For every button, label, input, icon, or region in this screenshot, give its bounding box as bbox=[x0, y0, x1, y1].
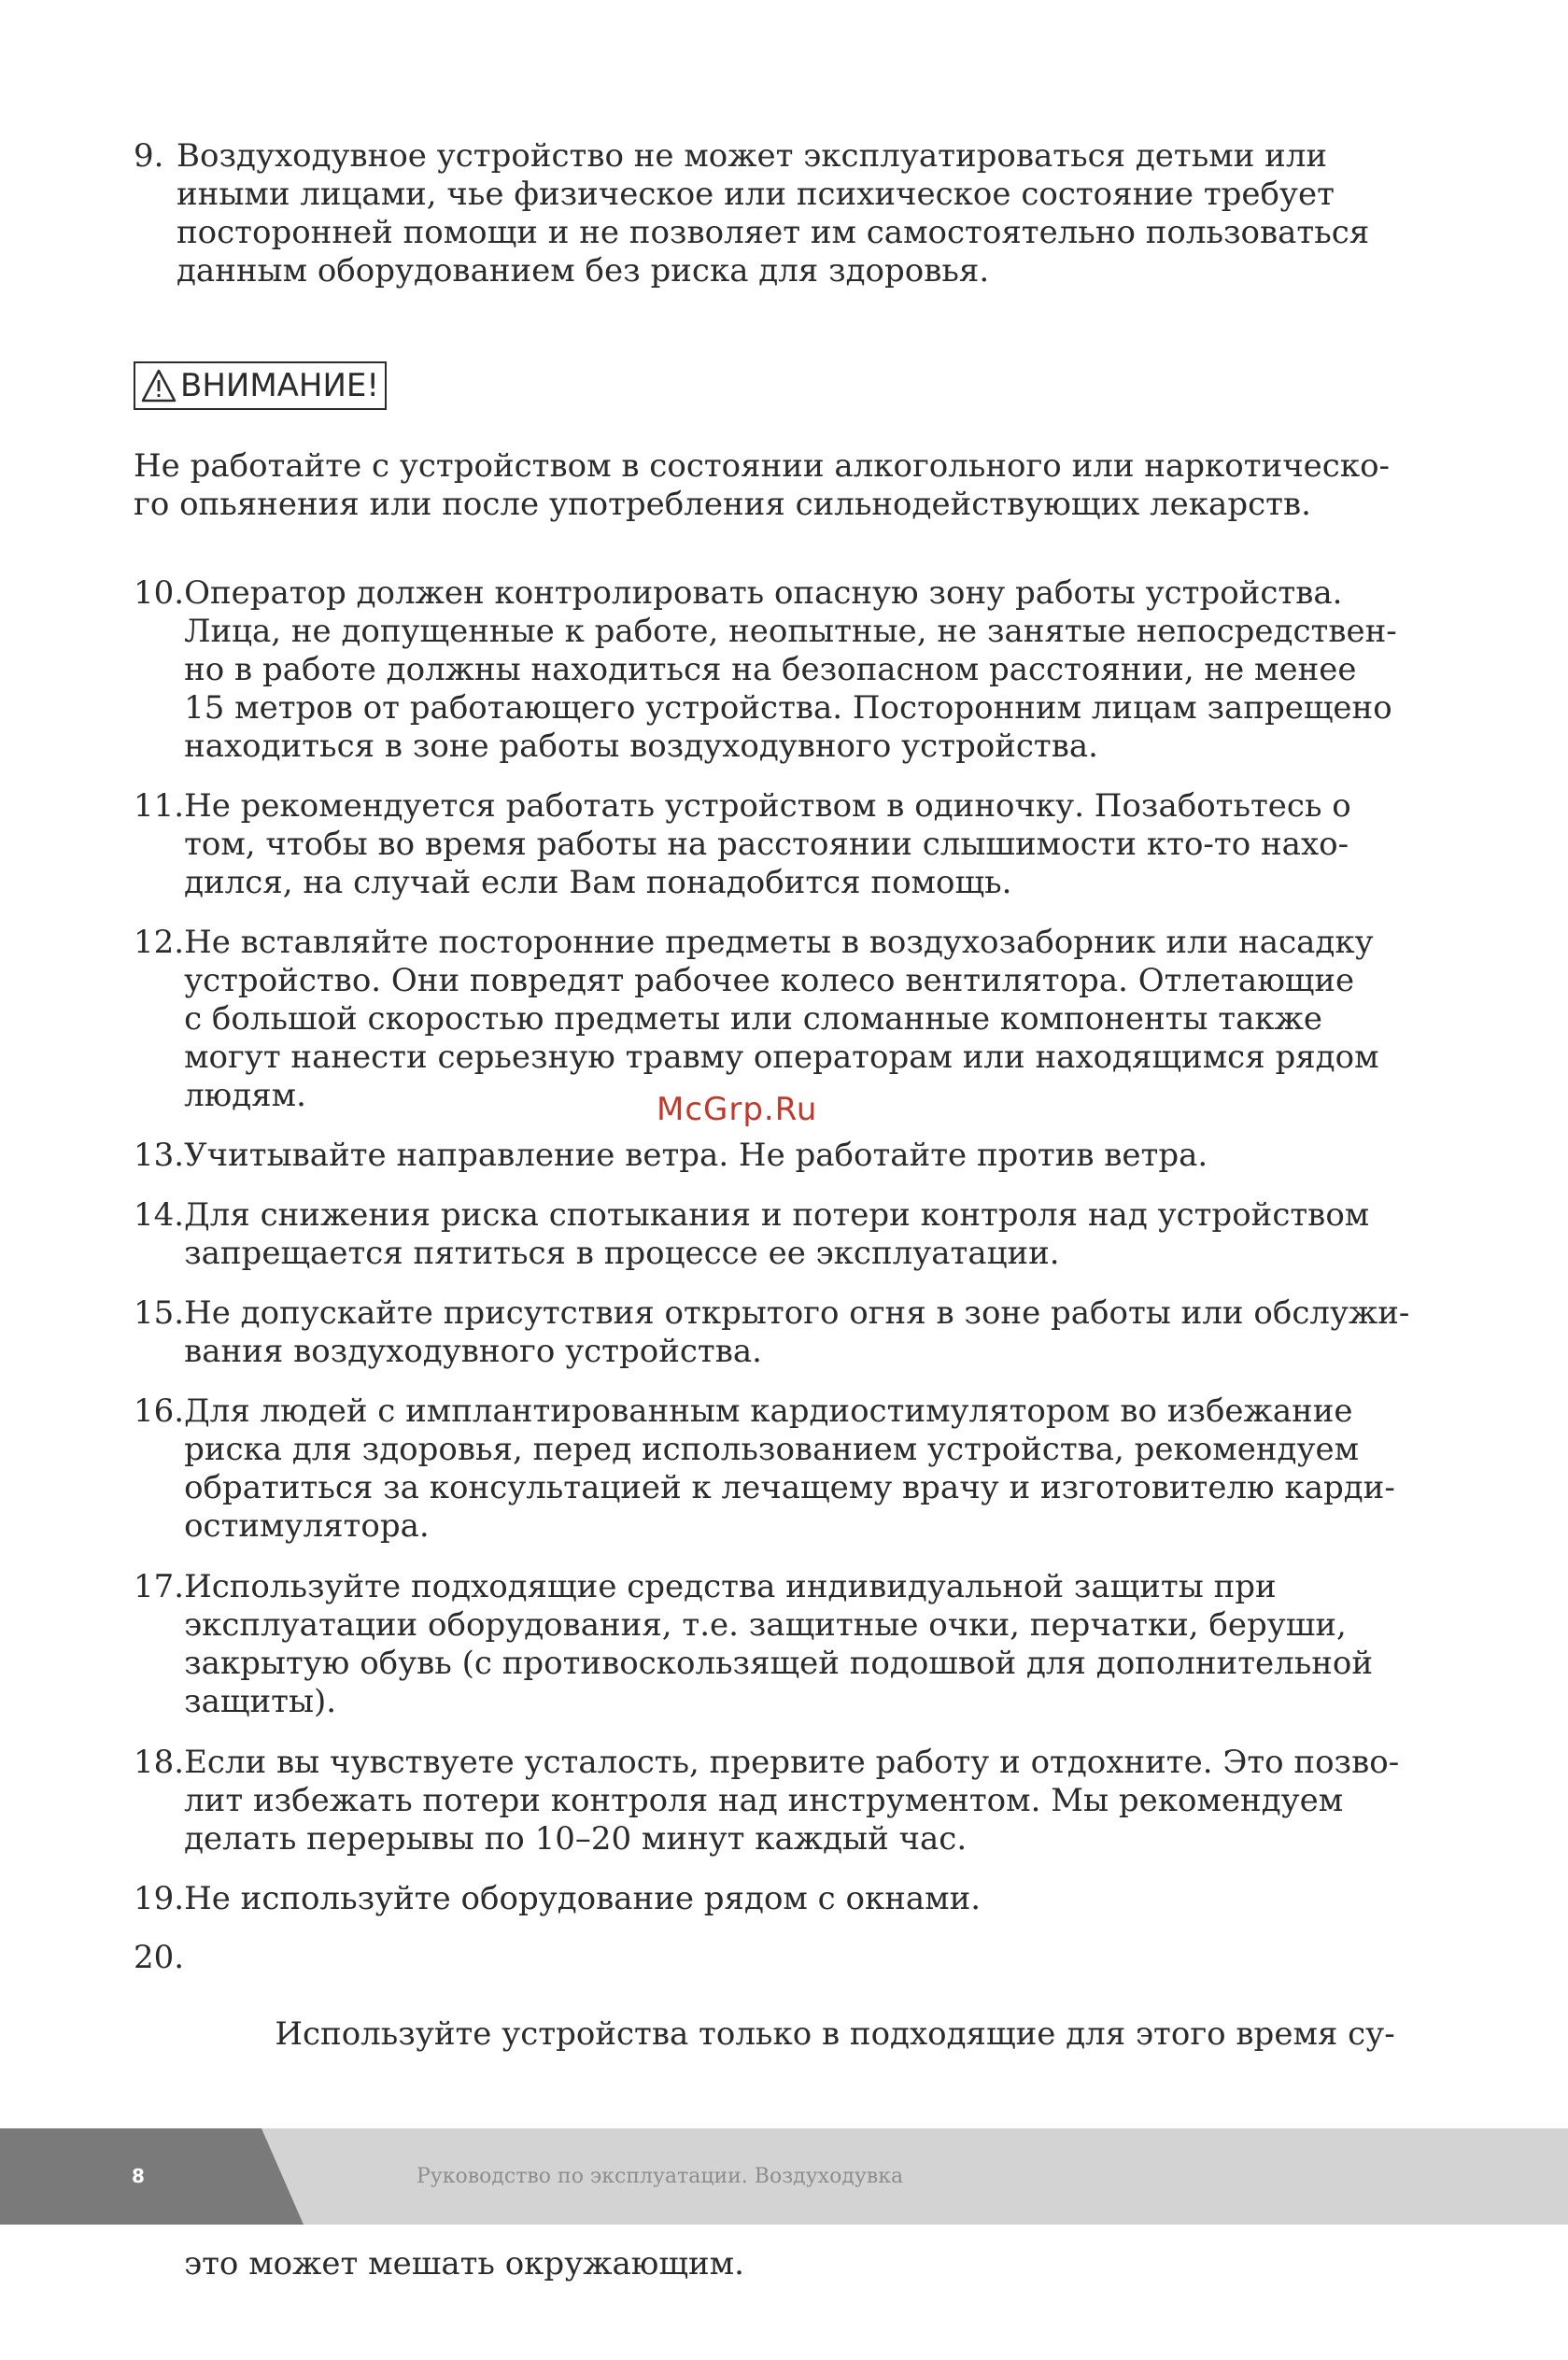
item-text bbox=[184, 1880, 1441, 1918]
text-line: запрещается пятиться в процессе ее эксплуатации. bbox=[184, 1235, 1060, 1272]
text-line: Не допускайте присутствия открытого огня в зоне работы или обслужи- bbox=[184, 1294, 1410, 1332]
item-text bbox=[184, 1196, 1441, 1273]
list-item bbox=[134, 1196, 1441, 1273]
warning-triangle-icon bbox=[141, 369, 177, 403]
list-item bbox=[134, 787, 1441, 902]
item-text bbox=[177, 137, 1441, 290]
text-line: защиты). bbox=[184, 1683, 337, 1720]
warning-label: ВНИМАНИЕ! bbox=[180, 367, 380, 404]
item-19-block bbox=[134, 1880, 1441, 1918]
item-number: 19. bbox=[134, 1880, 185, 1917]
list-item bbox=[134, 137, 1441, 290]
item-12-block bbox=[134, 924, 1441, 1115]
warning-text bbox=[134, 447, 1441, 524]
text-line: Если вы чувствуете усталость, прервите работу и отдохните. Это позво- bbox=[184, 1744, 1400, 1781]
item-9-block bbox=[134, 137, 1441, 290]
text-line: дился, на случай если Вам понадобится помощь. bbox=[184, 864, 1012, 901]
page-number: 8 bbox=[132, 2165, 145, 2187]
item-number: 16. bbox=[134, 1392, 185, 1430]
item-text bbox=[184, 1744, 1441, 1858]
list-item bbox=[134, 574, 1441, 766]
item-number: 14. bbox=[134, 1196, 185, 1234]
item-text bbox=[184, 787, 1441, 902]
item-number: 20. bbox=[134, 1939, 185, 1976]
item-number: 12. bbox=[134, 924, 185, 961]
text-line: том, чтобы во время работы на расстоянии слышимости кто-то нахо- bbox=[184, 826, 1349, 863]
item-14-block bbox=[134, 1196, 1441, 1273]
text-line: Не работайте с устройством в состоянии алкогольного или наркотическо- bbox=[134, 447, 1391, 485]
text-line: Оператор должен контролировать опасную зону работы устройства. bbox=[184, 574, 1343, 612]
text-line: Для людей с имплантированным кардиостимулятором во избежание bbox=[184, 1392, 1353, 1430]
item-text bbox=[184, 924, 1441, 1115]
text-line: иными лицами, чье физическое или психическое состояние требует bbox=[177, 176, 1335, 213]
text-line: данным оборудованием без риска для здоровья. bbox=[177, 252, 990, 290]
text-line: Используйте устройства только в подходящие для этого время су- bbox=[184, 2015, 1395, 2053]
text-line: устройство. Они повредят рабочее колесо вентилятора. Отлетающие bbox=[184, 962, 1355, 999]
item-number: 17. bbox=[134, 1568, 185, 1605]
text-line: Для снижения риска спотыкания и потери контроля над устройством bbox=[184, 1196, 1370, 1234]
item-13-block bbox=[134, 1137, 1441, 1175]
item-text bbox=[184, 574, 1441, 766]
text-line: эксплуатации оборудования, т.е. защитные очки, перчатки, беруши, bbox=[184, 1606, 1347, 1644]
item-18-block bbox=[134, 1744, 1441, 1858]
item-text bbox=[184, 1568, 1441, 1721]
text-line: лит избежать потери контроля над инструментом. Мы рекомендуем bbox=[184, 1782, 1344, 1819]
item-17-block bbox=[134, 1568, 1441, 1721]
text-line: остимулятора. bbox=[184, 1507, 430, 1545]
footer-title: Руководство по эксплуатации. Воздуходувка bbox=[417, 2165, 904, 2188]
item-text bbox=[184, 1294, 1441, 1371]
footer-page-tab bbox=[0, 2128, 304, 2225]
text-line: делать перерывы по 10–20 минут каждый час. bbox=[184, 1820, 968, 1858]
item-number: 13. bbox=[134, 1137, 185, 1174]
text-line: Учитывайте направление ветра. Не работайте против ветра. bbox=[184, 1137, 1208, 1174]
text-line: Воздуходувное устройство не может эксплуатироваться детьми или bbox=[177, 137, 1328, 175]
text-line: но в работе должны находиться на безопасном расстоянии, не менее bbox=[184, 651, 1357, 688]
text-line: Не вставляйте посторонние предметы в воздухозаборник или насадку bbox=[184, 924, 1374, 961]
text-line: 15 метров от работающего устройства. Посторонним лицам запрещено bbox=[184, 689, 1392, 727]
item-number: 10. bbox=[134, 574, 185, 612]
text-line: закрытую обувь (с противоскользящей подошвой для дополнительной bbox=[184, 1645, 1374, 1682]
text-line: людям. bbox=[184, 1077, 306, 1114]
item-11-block bbox=[134, 787, 1441, 902]
warning-label-box bbox=[134, 361, 387, 410]
text-line: с большой скоростью предметы или сломанные компоненты также bbox=[184, 1000, 1323, 1038]
list-item bbox=[134, 924, 1441, 1115]
text-line: могут нанести серьезную травму операторам или находящимся рядом bbox=[184, 1039, 1379, 1076]
text-line: это может мешать окружающим. bbox=[184, 2245, 744, 2282]
list-item bbox=[134, 1294, 1441, 1371]
text-line: посторонней помощи и не позволяет им самостоятельно пользоваться bbox=[177, 214, 1370, 251]
text-line: Лица, не допущенные к работе, неопытные, не занятые непосредствен- bbox=[184, 613, 1397, 650]
item-number: 11. bbox=[134, 787, 185, 825]
item-number: 15. bbox=[134, 1294, 185, 1332]
item-number: 18. bbox=[134, 1744, 185, 1781]
watermark: McGrp.Ru bbox=[657, 1091, 818, 1128]
page-footer bbox=[0, 2128, 1568, 2225]
item-15-block bbox=[134, 1294, 1441, 1371]
text-line: обратиться за консультацией к лечащему врачу и изготовителю карди- bbox=[184, 1469, 1395, 1506]
item-16-block bbox=[134, 1392, 1441, 1546]
text-line: вания воздуходувного устройства. bbox=[184, 1333, 762, 1370]
list-item bbox=[134, 1137, 1441, 1175]
item-number: 9. bbox=[134, 137, 164, 175]
list-item bbox=[134, 1392, 1441, 1546]
text-line: Не используйте оборудование рядом с окнами. bbox=[184, 1880, 982, 1917]
text-line: Не рекомендуется работать устройством в одиночку. Позаботьтесь о bbox=[184, 787, 1351, 825]
list-item bbox=[134, 1880, 1441, 1918]
text-line: риска для здоровья, перед использованием устройства, рекомендуем bbox=[184, 1431, 1360, 1468]
text-line: Используйте подходящие средства индивидуальной защиты при bbox=[184, 1568, 1277, 1605]
list-item bbox=[134, 1568, 1441, 1721]
item-text bbox=[184, 1392, 1441, 1546]
text-line: находиться в зоне работы воздуходувного устройства. bbox=[184, 728, 1098, 765]
item-text bbox=[184, 1137, 1441, 1175]
list-item bbox=[134, 1744, 1441, 1858]
text-line: го опьянения или после употребления сильнодействующих лекарств. bbox=[134, 486, 1311, 523]
item-10-block bbox=[134, 574, 1441, 766]
